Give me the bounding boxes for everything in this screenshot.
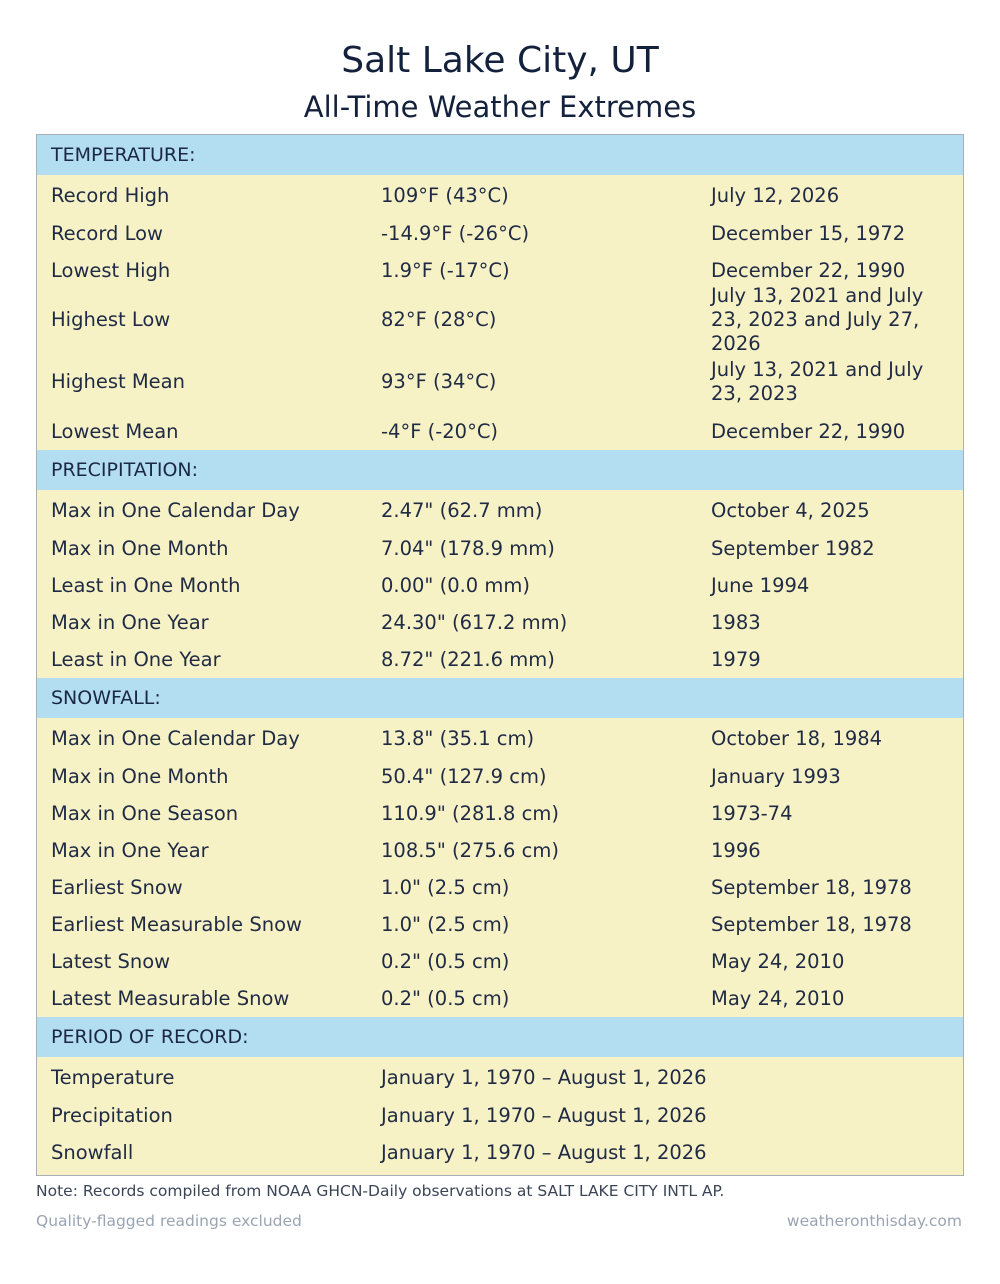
row-date: May 24, 2010 [711, 986, 845, 1010]
table-row [37, 351, 963, 413]
row-value: 50.4" (127.9 cm) [381, 764, 547, 788]
table-row [37, 906, 963, 943]
row-date: July 12, 2026 [711, 184, 840, 207]
row-label: Record High [51, 184, 170, 207]
row-value: -4°F (-20°C) [381, 419, 499, 443]
row-date: 1979 [711, 647, 761, 671]
row-value: January 1, 1970 – August 1, 2026 [381, 1103, 707, 1127]
row-date: September 1982 [711, 536, 875, 560]
row-date: 1983 [711, 610, 761, 634]
row-label: Precipitation [51, 1103, 173, 1127]
row-value: January 1, 1970 – August 1, 2026 [381, 1066, 707, 1089]
row-date: December 15, 1972 [711, 221, 906, 245]
table-row [37, 980, 963, 1017]
row-label: Highest Low [51, 308, 171, 331]
row-date: January 1993 [711, 764, 841, 788]
row-value: 13.8" (35.1 cm) [381, 727, 535, 750]
table-row [37, 795, 963, 832]
section-header-snowfall: SNOWFALL: [37, 678, 963, 718]
row-date: 1973-74 [711, 801, 793, 825]
table-row [37, 567, 963, 604]
row-label: Max in One Month [51, 536, 229, 560]
row-value: 7.04" (178.9 mm) [381, 536, 555, 560]
row-value: 108.5" (275.6 cm) [381, 838, 559, 862]
row-value: -14.9°F (-26°C) [381, 221, 530, 245]
row-value: 1.9°F (-17°C) [381, 258, 510, 282]
table-row [37, 943, 963, 980]
row-label: Latest Snow [51, 949, 171, 973]
row-label: Earliest Measurable Snow [51, 912, 302, 936]
row-value: 24.30" (617.2 mm) [381, 610, 568, 634]
row-label: Snowfall [51, 1140, 134, 1164]
table-row [37, 1097, 963, 1134]
row-value: 82°F (28°C) [381, 308, 497, 331]
row-label: Lowest Mean [51, 419, 179, 443]
row-date: October 18, 1984 [711, 727, 883, 750]
table-row [37, 490, 963, 530]
row-label: Earliest Snow [51, 875, 183, 899]
row-date: September 18, 1978 [711, 875, 912, 899]
table-row [37, 641, 963, 678]
row-date: 1996 [711, 838, 761, 862]
table-row [37, 718, 963, 758]
table-row [37, 604, 963, 641]
row-date: December 22, 1990 [711, 258, 906, 282]
row-date: July 13, 2021 and July 23, 2023 [711, 358, 924, 405]
row-label: Least in One Month [51, 573, 241, 597]
table-row [37, 530, 963, 567]
page-title: Salt Lake City, UT [341, 40, 659, 81]
row-value: 0.2" (0.5 cm) [381, 949, 510, 973]
row-value: 8.72" (221.6 mm) [381, 647, 555, 671]
row-label: Max in One Season [51, 801, 239, 825]
row-value: 0.00" (0.0 mm) [381, 573, 531, 597]
table-row [37, 413, 963, 450]
row-label: Max in One Calendar Day [51, 499, 300, 522]
quality-note: Quality-flagged readings excluded [36, 1212, 302, 1230]
row-label: Latest Measurable Snow [51, 986, 290, 1010]
row-label: Temperature [51, 1066, 175, 1089]
row-label: Lowest High [51, 258, 171, 282]
row-value: 109°F (43°C) [381, 184, 509, 207]
row-label: Record Low [51, 221, 163, 245]
row-label: Max in One Year [51, 610, 209, 634]
row-label: Max in One Year [51, 838, 209, 862]
row-label: Highest Mean [51, 370, 185, 393]
table-row [37, 869, 963, 906]
row-date: May 24, 2010 [711, 949, 845, 973]
table-row [37, 832, 963, 869]
table-row [37, 284, 963, 355]
row-value: 1.0" (2.5 cm) [381, 912, 510, 936]
row-value: January 1, 1970 – August 1, 2026 [381, 1140, 707, 1164]
row-label: Max in One Calendar Day [51, 727, 300, 750]
section-header-precipitation: PRECIPITATION: [37, 450, 963, 490]
table-row [37, 1134, 963, 1175]
row-value: 1.0" (2.5 cm) [381, 875, 510, 899]
extremes-table [36, 134, 964, 1176]
row-value: 110.9" (281.8 cm) [381, 801, 559, 825]
row-value: 93°F (34°C) [381, 370, 497, 393]
row-date: June 1994 [711, 573, 810, 597]
row-date: September 18, 1978 [711, 912, 912, 936]
table-row [37, 1057, 963, 1097]
row-value: 0.2" (0.5 cm) [381, 986, 510, 1010]
row-date: December 22, 1990 [711, 419, 906, 443]
page-subtitle: All-Time Weather Extremes [303, 90, 697, 124]
section-header-period-of-record: PERIOD OF RECORD: [37, 1017, 963, 1057]
table-row [37, 175, 963, 215]
row-date: October 4, 2025 [711, 499, 870, 522]
section-header-temperature: TEMPERATURE: [37, 135, 963, 175]
row-value: 2.47" (62.7 mm) [381, 499, 543, 522]
table-row [37, 215, 963, 252]
row-label: Least in One Year [51, 647, 221, 671]
table-row [37, 758, 963, 795]
row-label: Max in One Month [51, 764, 229, 788]
site-credit: weatheronthisday.com [786, 1212, 962, 1230]
source-note: Note: Records compiled from NOAA GHCN-Daily observations at SALT LAKE CITY INTL AP. [36, 1182, 725, 1200]
row-date: July 13, 2021 and July 23, 2023 and July 27, 2026 [711, 284, 924, 355]
